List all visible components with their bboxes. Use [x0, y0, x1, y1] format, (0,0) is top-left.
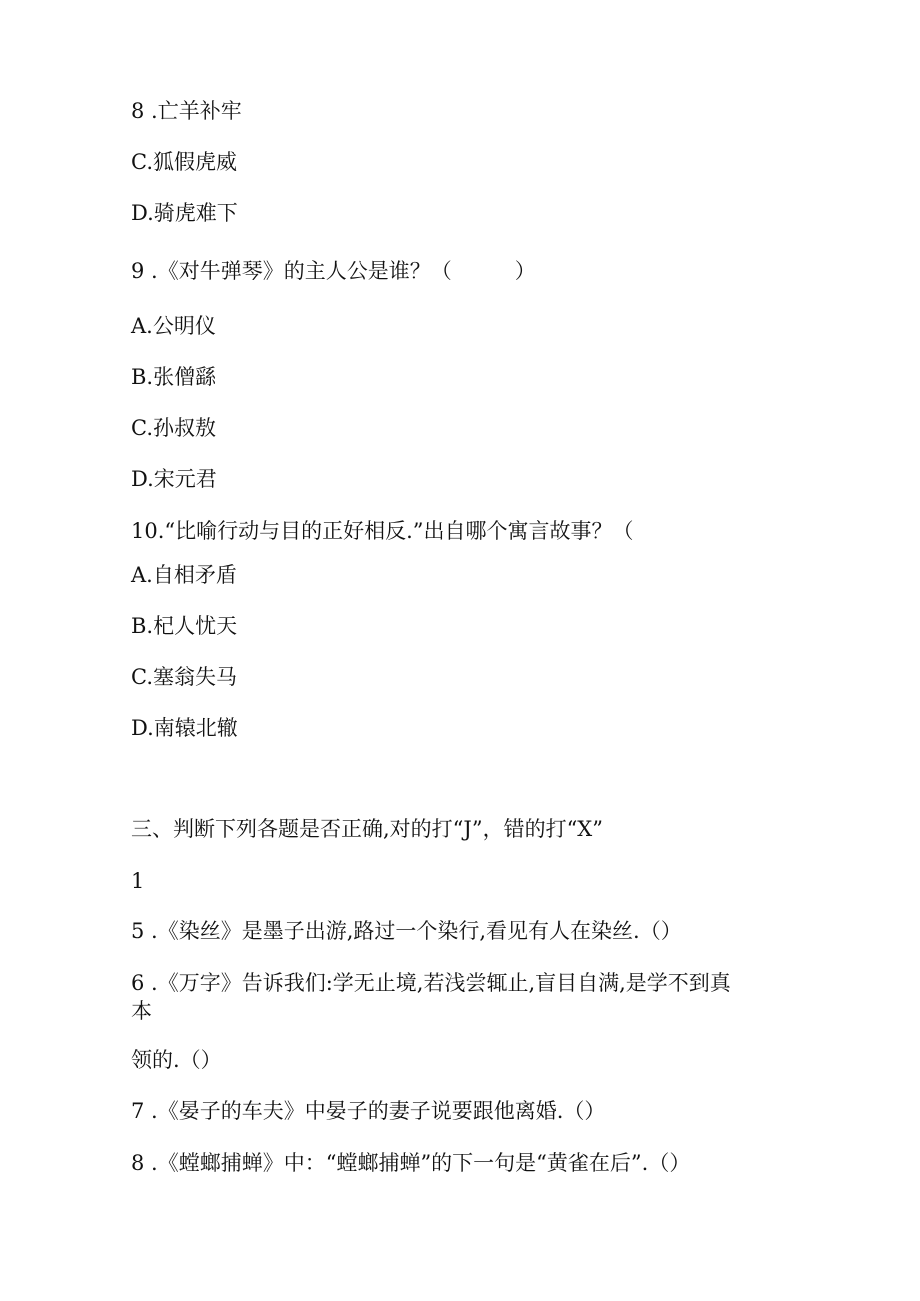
true-false-item-8: 8 .《螳螂捕蝉》中：“螳螂捕蝉”的下一句是“黄雀在后”.（）	[131, 1151, 691, 1175]
option-a: A.自相矛盾	[131, 563, 237, 587]
question-9-stem: 9 .《对牛弹琴》的主人公是谁？（ ）	[131, 259, 536, 283]
option-d: D.南辕北辙	[131, 716, 238, 740]
section-3-heading: 三、判断下列各题是否正确,对的打“J”，错的打“X”	[131, 817, 603, 841]
option-c: C.塞翁失马	[131, 665, 237, 689]
true-false-item-5: 5 .《染丝》是墨子出游,路过一个染行,看见有人在染丝.（）	[131, 919, 682, 943]
option-b: B.张僧繇	[131, 365, 217, 389]
option-c: C.孙叔敖	[131, 416, 216, 440]
option-b: B.杞人忧天	[131, 614, 238, 638]
option-d: D.宋元君	[131, 467, 217, 491]
section-3-number: 1	[131, 869, 145, 893]
true-false-item-6: 6 .《万字》告诉我们:学无止境,若浅尝辄止,盲目自满,是学不到真	[131, 971, 731, 995]
option-c: C.狐假虎威	[131, 150, 237, 174]
true-false-item-6-continuation: 本	[131, 999, 152, 1023]
option-a: A.公明仪	[131, 314, 216, 338]
true-false-item-7: 7 .《晏子的车夫》中晏子的妻子说要跟他离婚.（）	[131, 1099, 606, 1123]
true-false-item-6-end: 领的.（）	[131, 1048, 222, 1072]
question-10-stem: 10.“比喻行动与目的正好相反.”出自哪个寓言故事？（	[131, 519, 634, 543]
option-b: 8 .亡羊补牢	[131, 99, 242, 123]
option-d: D.骑虎难下	[131, 201, 238, 225]
